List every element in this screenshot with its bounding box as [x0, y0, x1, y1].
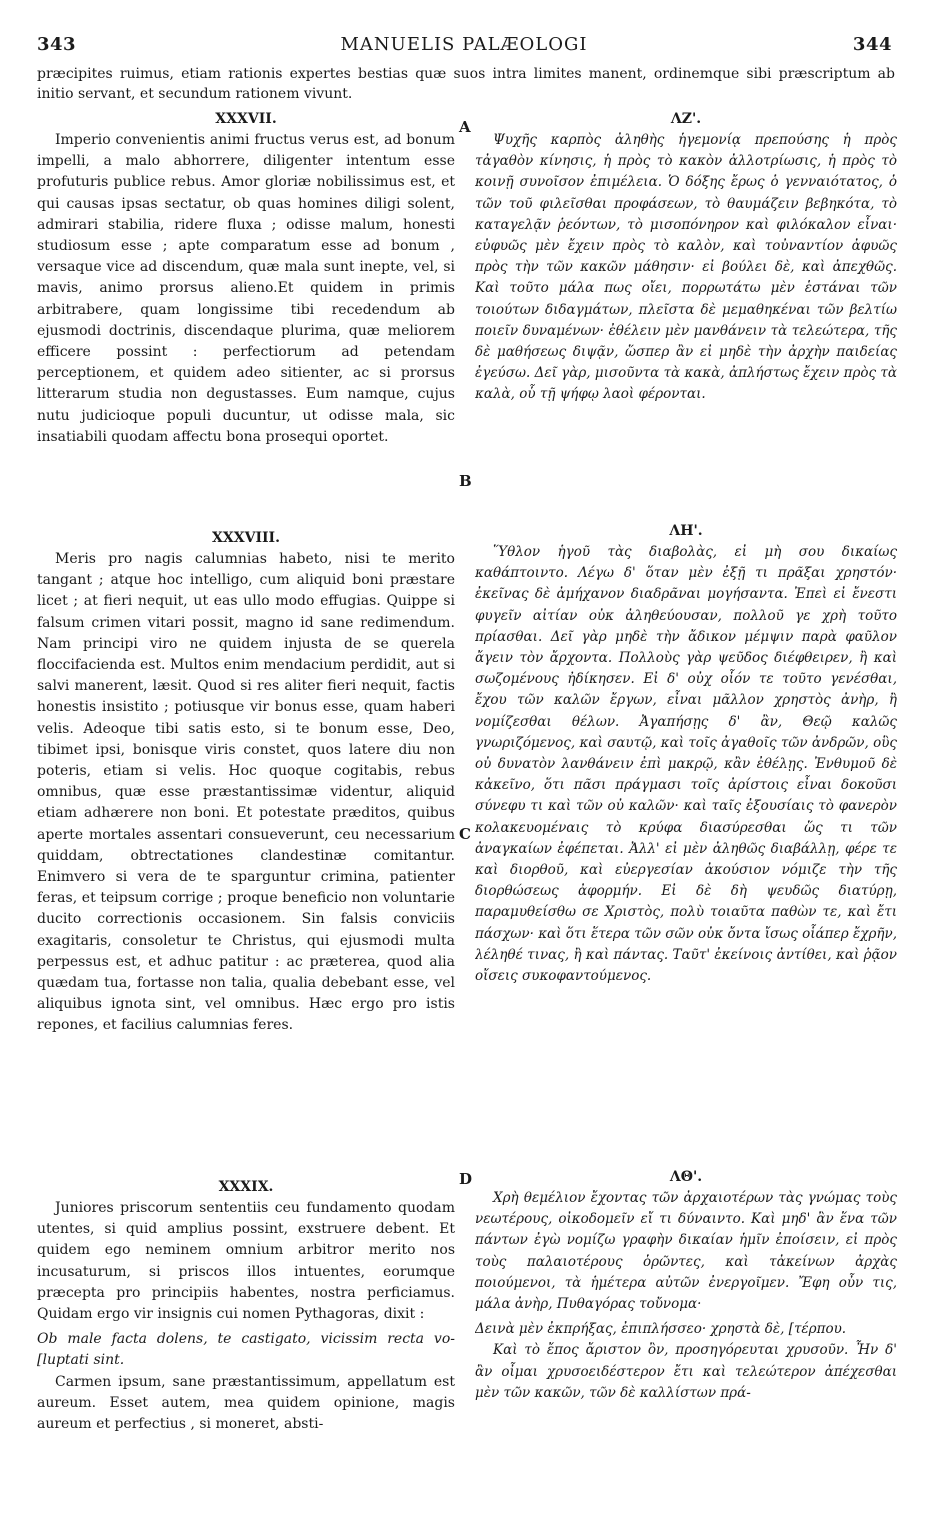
intro-paragraph: præcipites ruimus, etiam rationis expertes bestias quæ suos intra limites manent, ordinemque sibi præscriptum ab initio servant, et secundum rationem vivunt. [37, 66, 895, 102]
margin-marker-c: C [459, 825, 471, 843]
greek-section-39 [475, 1166, 897, 1516]
latin-section-37-title: XXXVII. [215, 111, 277, 127]
latin-section-39-title: XXXIX. [218, 1179, 274, 1195]
latin-section-38 [37, 527, 455, 1175]
latin-section-37-text: Imperio convenientis animi fructus verus est, ad bonum impelli, a malo abhorrere, diligenter intentum esse profuturis publice rebus. Amor gloriæ nobilissimus est, et qui causas ipsas sectatur, ob quas homines diligi solent, admirari stabilia, ridere fluxa ; odisse malum, honesti studiosum esse ; apte comparatum esse ad bonum , versaque vice ad discendum, quæ mala sunt inepte, vel, si mavis, animo prorsus alieno.Et quidem in primis arbitrabere, quam longissime tibi recedendum ab ejusmodi doctrinis, discendaque plurima, quæ meliorem efficere possint : perfectiorum ad petendam perceptionem, et quidem adeo sitienter, ac si prorsus litterarum studia non degustasses. Eum namque, cujus nutu judicioque populi ducuntur, ut odisse mala, sic insatiabili quodam affectu bona prosequi oportet. [37, 132, 455, 445]
margin-marker-b: B [459, 472, 472, 490]
right-page-number: 344 [852, 34, 892, 55]
running-title: MANUELIS PALÆOLOGI [340, 34, 588, 55]
latin-pythagoras-verse: Ob male facta dolens, te castigato, vicissim recta vo- [luptati sint. [37, 1331, 455, 1369]
latin-section-39 [37, 1176, 455, 1516]
latin-section-38-title: XXXVIII. [212, 530, 280, 546]
margin-marker-a: A [459, 118, 471, 136]
latin-section-38-text: Meris pro nagis calumnias habeto, nisi te merito tangant ; atque hoc intelligo, cum aliquid boni præstare licet ; at fieri nequit, ut eas ullo modo effugias. Quippe si falsum crimen vitari possit, magno id sane redimendum. Nam principi viro ne quidem injusta de se querela floccifacienda est. Multos enim mendacium perdidit, aut si salvi manerent, læsit. Quod si res aliter fieri nequit, factis honestis insistito ; potiusque vir bonus esse, quam haberi velis. Adeoque tibi satis esto, si te bonum esse, Deo, tibimet ipsi, bonisque viris constet, quos latere diu non poteris, etiam si velis. Hoc quoque cogitabis, rebus omnibus, quæ esse præstantissimæ videntur, aliquid etiam adhærere non boni. Et potestate præditos, quibus aperte mortales assentari consueverunt, ceu necessarium quiddam, obtrectationes clandestinæ comitantur. Enimvero si vera de te sparguntur crimina, patienter feras, et teipsum corrige ; proque beneficio non voluntarie ducito correctionis occasionem. Sin falsis conviciis exagitaris, consoletur te Christus, qui ejusmodi multa perpessus est, et adhuc patitur : ac præterea, quod alia quædam tua, fortasse non talia, qualia debebant esse, vel aliquibus ignota sint, vel omnibus. Hæc ergo pro istis repones, et facilius calumnias feres. [37, 551, 455, 1034]
margin-marker-d: D [459, 1170, 473, 1188]
greek-section-38-text: Ὕθλον ἡγοῦ τὰς διαβολὰς, εἰ μὴ σου δικαίως καθάπτοιντο. Λέγω δ' ὅταν μὲν ἐξῇ τι πρᾶξαι χρηστόν· ἐκεῖνας δὲ ἀμήχανον διαδρᾶναι μογήσαντα. Ἐπεὶ εἰ ἔνεστι φυγεῖν αἰτίαν οὐκ ἀληθεύουσαν, πολλοῦ γε χρὴ τοῦτο πρίασθαι. Δεῖ γὰρ μηδὲ τὴν ἄδικον μέμψιν παρὰ φαῦλον ἄγειν τὸν ἄρχοντα. Πολλοὺς γὰρ ψεῦδος διέφθειρεν, ἢ καὶ σωζομένους ἠδίκησεν. Εἰ δ' οὐχ οἷόν τε τοῦτο γενέσθαι, ἔχου τῶν καλῶν ἔργων, εἶναι μᾶλλον χρηστὸς ἀνὴρ, ἢ νομίζεσθαι θέλων. Ἀγαπήσῃς δ' ἂν, Θεῷ καλῶς γνωριζόμενος, καὶ σαυτῷ, καὶ τοῖς ἀγαθοῖς τῶν ἀνδρῶν, οὓς οὐ δυνατὸν λανθάνειν ἐπὶ μακρῷ, κἂν ἐθέλῃς. Ἐνθυμοῦ δὲ κἀκεῖνο, ὅτι πᾶσι πράγμασι τοῖς ἀρίστοις εἶναι δοκοῦσι σύνεφυ τι καὶ τῶν οὐ καλῶν· καὶ ταῖς ἐξουσίαις τὸ φανερὸν κολακευομέναις τὸ κρύφα διασύρεσθαι ὥς τι τῶν ἀναγκαίων ἐφέπεται. Ἀλλ' εἰ μὲν ἀληθῶς διαβάλλῃ, φέρε τε καὶ διορθοῦ, καὶ εὐεργεσίαν ἀκούσιον νόμιζε τὴν τῆς διορθώσεως ἀφορμήν. Εἰ δὲ δὴ ψευδῶς διατύρῃ, παραμυθείσθω σε Χριστὸς, πολὺ τοιαῦτα παθὼν τε, καὶ ἔτι πάσχων· καὶ ὅτι ἕτερα τῶν σῶν οὐκ ὄντα ἴσως οἷάπερ ἔχρῆν, λέληθέ τινας, ἢ καὶ πάντας. Ταῦτ' ἐκείνοις ἀντίθει, καὶ ῥᾷον οἴσεις συκοφαντούμενος. [475, 544, 897, 985]
greek-pythagoras-verse: Δεινὰ μὲν ἐκπρήξας, ἐπιπλήσσεο· χρηστὰ δὲ, [τέρπου. [475, 1321, 847, 1338]
greek-section-37-text: Ψυχῆς καρπὸς ἀληθὴς ἡγεμονίᾳ πρεπούσης ἡ πρὸς τἀγαθὸν κίνησις, ἡ πρὸς τὸ κακὸν ἀλλοτρίωσις, ἡ πρὸς τὸ κοινῇ συνοῖσον ἐπιμέλεια. Ὁ δόξης ἔρως ὁ γενναιότατος, ὁ τῶν τοῦ φιλεῖσθαι προφάσεων, τὸ θαυμάζειν βεβηκότα, τὸ καταγελᾷν ῥεόντων, τὸ μισοπόνηρον καὶ φιλόκαλον εἶναι· εὐφυῶς μὲν ἔχειν πρὸς τὸ καλὸν, καὶ τοὐναντίον ἀφυῶς πρὸς τὴν τῶν κακῶν μάθησιν· εἰ βούλει δὲ, καὶ ἀπεχθῶς. Καὶ τοῦτο μάλα πως οἴει, πορρωτάτω μὲν ἑστάναι τῶν τοιούτων διδαγμάτων, πλεῖστα δὲ μεμαθηκέναι τῶν βελτίω ποιεῖν δυναμένων· ἐθέλειν μὲν μανθάνειν τὰ τελεώτερα, τῆς δὲ μαθήσεως διψᾷν, ὥσπερ ἂν εἰ μηδὲ τὴν ἀρχὴν παιδείας ἐγεύσω. Δεῖ γὰρ, μισοῦντα τὰ κακὰ, ἀπλήστως ἔχειν πρὸς τὰ καλὰ, οὗ τῇ ψήφῳ λαοὶ φέρονται. [475, 132, 897, 403]
greek-section-38-title: ΛΗ'. [669, 523, 703, 539]
latin-section-37 [37, 108, 455, 528]
greek-section-38 [475, 520, 897, 1130]
greek-section-39-title: ΛΘ'. [669, 1169, 703, 1185]
latin-section-39-text-continued: Carmen ipsum, sane præstantissimum, appellatum est aureum. Esset autem, mea quidem opinione, magis aureum et perfectius , si moneret, absti- [37, 1373, 455, 1433]
left-page-number: 343 [37, 34, 77, 55]
latin-section-39-text: Juniores priscorum sententiis ceu fundamento quodam utentes, si quid amplius possint, exstruere debent. Et quidem ego neminem omnium arbitror merito nos incusaturum, si priscos illos intuentes, eorumque præcepta pro principiis habentes, nostra perficiamus. Quidam ergo vir insignis cui nomen Pythagoras, dixit : [37, 1200, 455, 1323]
greek-section-37-title: ΛΖ'. [670, 111, 702, 127]
greek-section-37 [475, 108, 897, 508]
greek-section-39-text-continued: Καὶ τὸ ἔπος ἄριστον ὂν, προσηγόρευται χρυσοῦν. Ἦν δ' ἂν οἶμαι χρυσοειδέστερον ἔτι καὶ τελεώτερον ἀπέχεσθαι μὲν τῶν κακῶν, τῶν δὲ καλλίστων πρά- [475, 1342, 897, 1401]
greek-section-39-text: Χρὴ θεμέλιον ἔχοντας τῶν ἀρχαιοτέρων τὰς γνώμας τοὺς νεωτέρους, οἰκοδομεῖν εἴ τι δύναιντο. Καὶ μηδ' ἂν ἕνα τῶν πάντων ἐγὼ νομίζω γραφὴν δικαίαν ἡμῖν ἐποίσειν, εἰ πρὸς τοὺς παλαιοτέρους ὁρῶντες, καὶ τἀκείνων ἀρχὰς ποιούμενοι, τὰ ἡμέτερα αὐτῶν ἐνεργοῖμεν. Ἔφη οὖν τις, μάλα ἀνὴρ, Πυθαγόρας τοὔνομα· [475, 1190, 897, 1313]
